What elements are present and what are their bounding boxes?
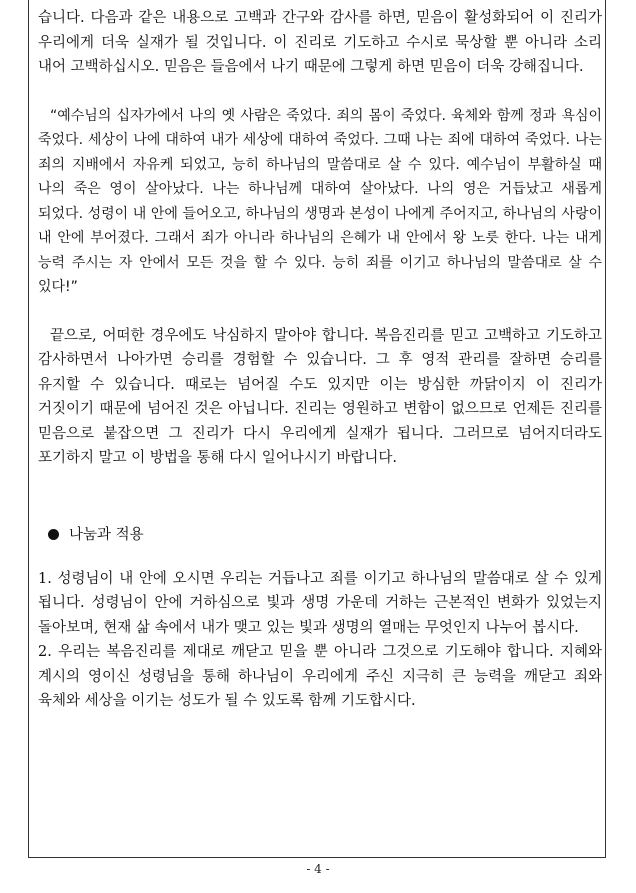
- document-body: [38, 6, 602, 714]
- paragraph-intro: 습니다. 다음과 같은 내용으로 고백과 간구와 감사를 하면, 믿음이 활성화되어 이 진리가 우리에게 더욱 실재가 될 것입니다. 이 진리로 기도하고 수시로 묵상할 뿐 아니라 소리 내어 고백하십시오. 믿음은 들음에서 나기 때문에 그렇게 하면 믿음이 더욱 강해집니다.: [38, 10, 602, 75]
- bullet-icon: [48, 529, 59, 540]
- section-heading: [38, 523, 602, 547]
- question-item-1: 1. 성령님이 내 안에 오시면 우리는 거듭나고 죄를 이기고 하나님의 말씀대로 살 수 있게 됩니다. 성령님이 안에 거하심으로 빛과 생명 가운데 거하는 근본적인 변화가 있었는지 돌아보며, 현재 삶 속에서 내가 맺고 있는 빛과 생명의 열매는 무엇인지 나누어 봅시다.: [38, 570, 602, 636]
- question-item-2: 2. 우리는 복음진리를 제대로 깨닫고 믿을 뿐 아니라 그것으로 기도해야 합니다. 지혜와 계시의 영이신 성령님을 통해 하나님이 우리에게 주신 지극히 큰 능력을 깨닫고 죄와 육체와 세상을 이기는 성도가 될 수 있도록 함께 기도합시다.: [38, 644, 602, 709]
- paragraph-conclusion: 끝으로, 어떠한 경우에도 낙심하지 말아야 합니다. 복음진리를 믿고 고백하고 기도하고 감사하면서 나아가면 승리를 경험할 수 있습니다. 그 후 영적 관리를 잘하면 승리를 유지할 수 있습니다. 때로는 넘어질 수도 있지만 이는 방심한 까닭이지 이 진리가 거짓이기 때문에 넘어진 것은 아닙니다. 진리는 영원하고 변함이 없으므로 언제든 진리를 믿음으로 붙잡으면 그 진리가 다시 우리에게 실재가 됩니다. 그러므로 넘어지더라도 포기하지 말고 이 방법을 통해 다시 일어나시기 바랍니다.: [38, 327, 602, 466]
- question-list: [38, 567, 602, 714]
- section-heading-label: 나눔과 적용: [69, 526, 144, 543]
- page-number: - 4 -: [306, 862, 330, 876]
- paragraph-confession-quote: “예수님의 십자가에서 나의 옛 사람은 죽었다. 죄의 몸이 죽었다. 육체와 함께 정과 욕심이 죽었다. 세상이 나에 대하여 내가 세상에 대하여 죽었다. 그때 나는 죄에 대하여 죽었다. 나는 죄의 지배에서 자유케 되었고, 능히 하나님의 말씀대로 살 수 있다. 예수님이 부활하실 때 나의 죽은 영이 살아났다. 나는 하나님께 대하여 살아났다. 나의 영은 거듭났고 새롭게 되었다. 성령이 내 안에 들어오고, 하나님의 생명과 본성이 나에게 주어지고, 하나님의 사랑이 내 안에 부어졌다. 그래서 죄가 아니라 하나님의 은혜가 내 안에서 왕 노릇 한다. 나는 내게 능력 주시는 자 안에서 모든 것을 할 수 있다. 능히 죄를 이기고 하나님의 말씀대로 살 수 있다!”: [38, 107, 602, 295]
